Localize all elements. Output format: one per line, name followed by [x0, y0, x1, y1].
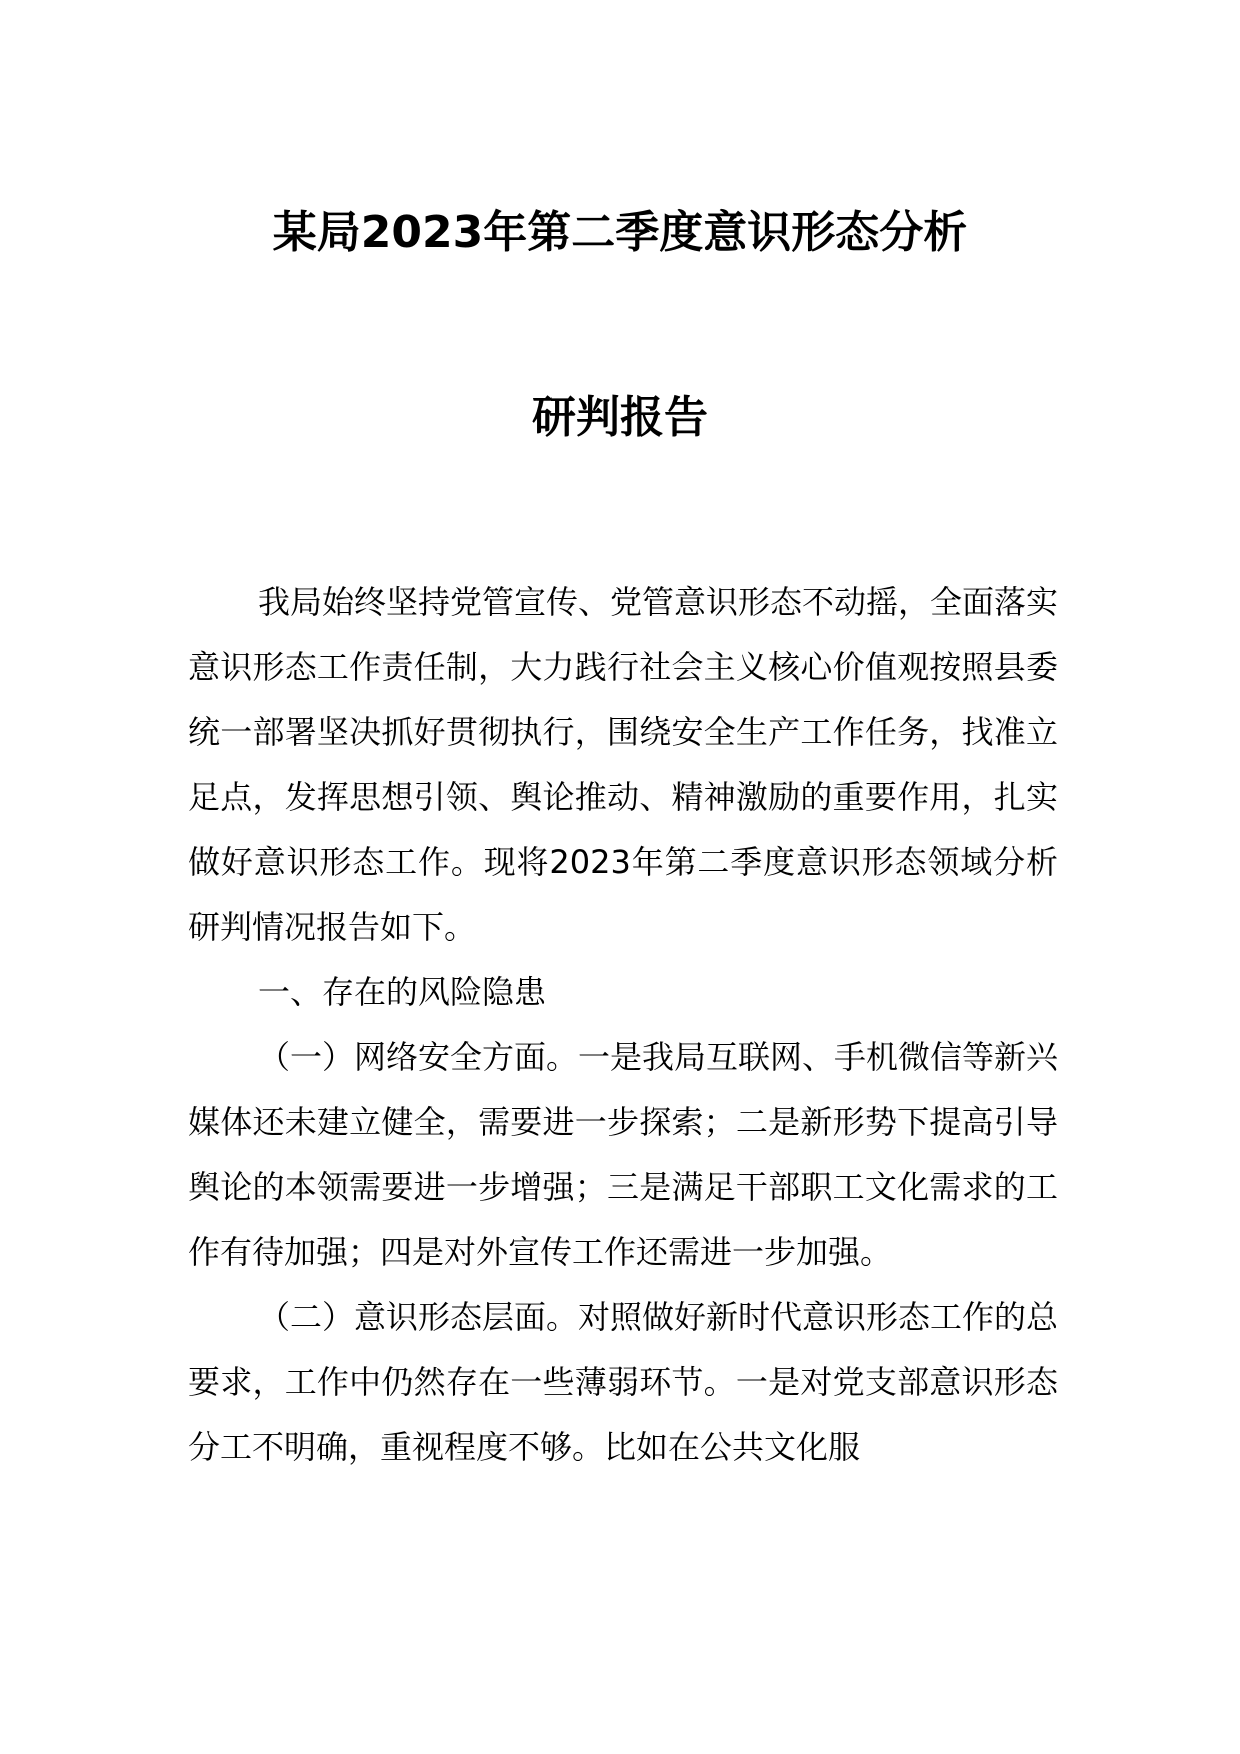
section-heading-risks: 一、存在的风险隐患 [258, 973, 547, 1011]
paragraph-network-security: （一）网络安全方面。一是我局互联网、手机微信等新兴媒体还未建立健全，需要进一步探索；二是新形势下提高引导舆论的本领需要进一步增强；三是满足干部职工文化需求的工作有待加强；四是对外宣传工作还需进一步加强。 [188, 1038, 1059, 1271]
document-body [188, 570, 1058, 1480]
paragraph-ideology-level: （二）意识形态层面。对照做好新时代意识形态工作的总要求，工作中仍然存在一些薄弱环节。一是对党支部意识形态分工不明确，重视程度不够。比如在公共文化服 [188, 1298, 1059, 1466]
document-title-line-1: 某局2023年第二季度意识形态分析 [272, 207, 968, 258]
document-title-line-2: 研判报告 [532, 392, 708, 443]
intro-paragraph: 我局始终坚持党管宣传、党管意识形态不动摇，全面落实意识形态工作责任制，大力践行社会主义核心价值观按照县委统一部署坚决抓好贯彻执行，围绕安全生产工作任务，找准立足点，发挥思想引领、舆论推动、精神激励的重要作用，扎实做好意识形态工作。现将2023年第二季度意识形态领域分析研判情况报告如下。 [188, 583, 1059, 946]
